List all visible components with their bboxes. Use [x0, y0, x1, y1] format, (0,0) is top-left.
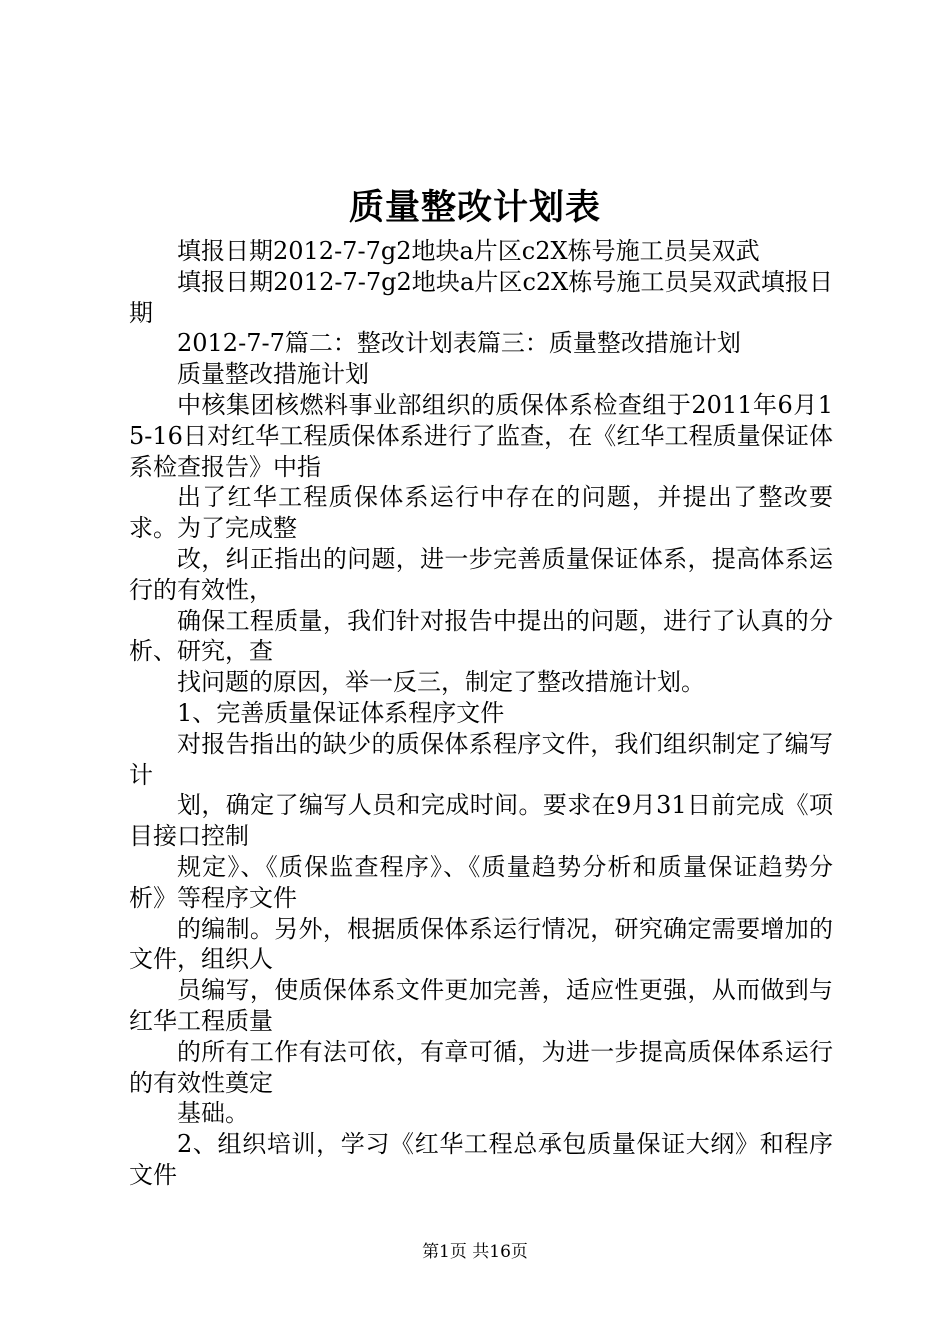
document-title: 质量整改计划表 — [348, 187, 601, 228]
paragraph: 中核集团核燃料事业部组织的质保体系检查组于2011年6月15-16日对红华工程质保体系进行了监查，在《红华工程质量保证体系检查报告》中指 — [129, 390, 833, 481]
paragraph: 出了红华工程质保体系运行中存在的问题，并提出了整改要求。为了完成整 — [129, 483, 833, 543]
paragraph: 填报日期2012-7-7g2地块a片区c2X栋号施工员吴双武填报日期 — [129, 267, 833, 327]
section-heading: 2、组织培训，学习《红华工程总承包质量保证大纲》和程序文件 — [129, 1130, 833, 1189]
paragraph: 改，纠正指出的问题，进一步完善质量保证体系，提高体系运行的有效性， — [129, 544, 833, 604]
paragraph: 2012-7-7篇二：整改计划表篇三：质量整改措施计划 — [177, 329, 741, 358]
document-body — [129, 236, 833, 1191]
paragraph: 划，确定了编写人员和完成时间。要求在9月31日前完成《项目接口控制 — [129, 791, 833, 851]
paragraph: 员编写，使质保体系文件更加完善，适应性更强，从而做到与红华工程质量 — [129, 976, 833, 1035]
page-footer: 第1页 共16页 — [422, 1242, 528, 1262]
paragraph: 填报日期2012-7-7g2地块a片区c2X栋号施工员吴双武 — [177, 237, 760, 265]
paragraph: 的所有工作有法可依，有章可循，为进一步提高质保体系运行的有效性奠定 — [129, 1037, 833, 1097]
paragraph: 的编制。另外，根据质保体系运行情况，研究确定需要增加的文件，组织人 — [129, 914, 833, 974]
paragraph: 质量整改措施计划 — [177, 360, 369, 389]
paragraph: 确保工程质量，我们针对报告中提出的问题，进行了认真的分析、研究，查 — [129, 606, 833, 666]
paragraph: 基础。 — [177, 1099, 249, 1128]
paragraph: 规定》、《质保监查程序》、《质量趋势分析和质量保证趋势分析》等程序文件 — [129, 852, 833, 912]
paragraph: 找问题的原因，举一反三，制定了整改措施计划。 — [177, 668, 705, 697]
paragraph: 对报告指出的缺少的质保体系程序文件，我们组织制定了编写计 — [129, 729, 833, 789]
section-heading: 1、完善质量保证体系程序文件 — [177, 698, 505, 727]
